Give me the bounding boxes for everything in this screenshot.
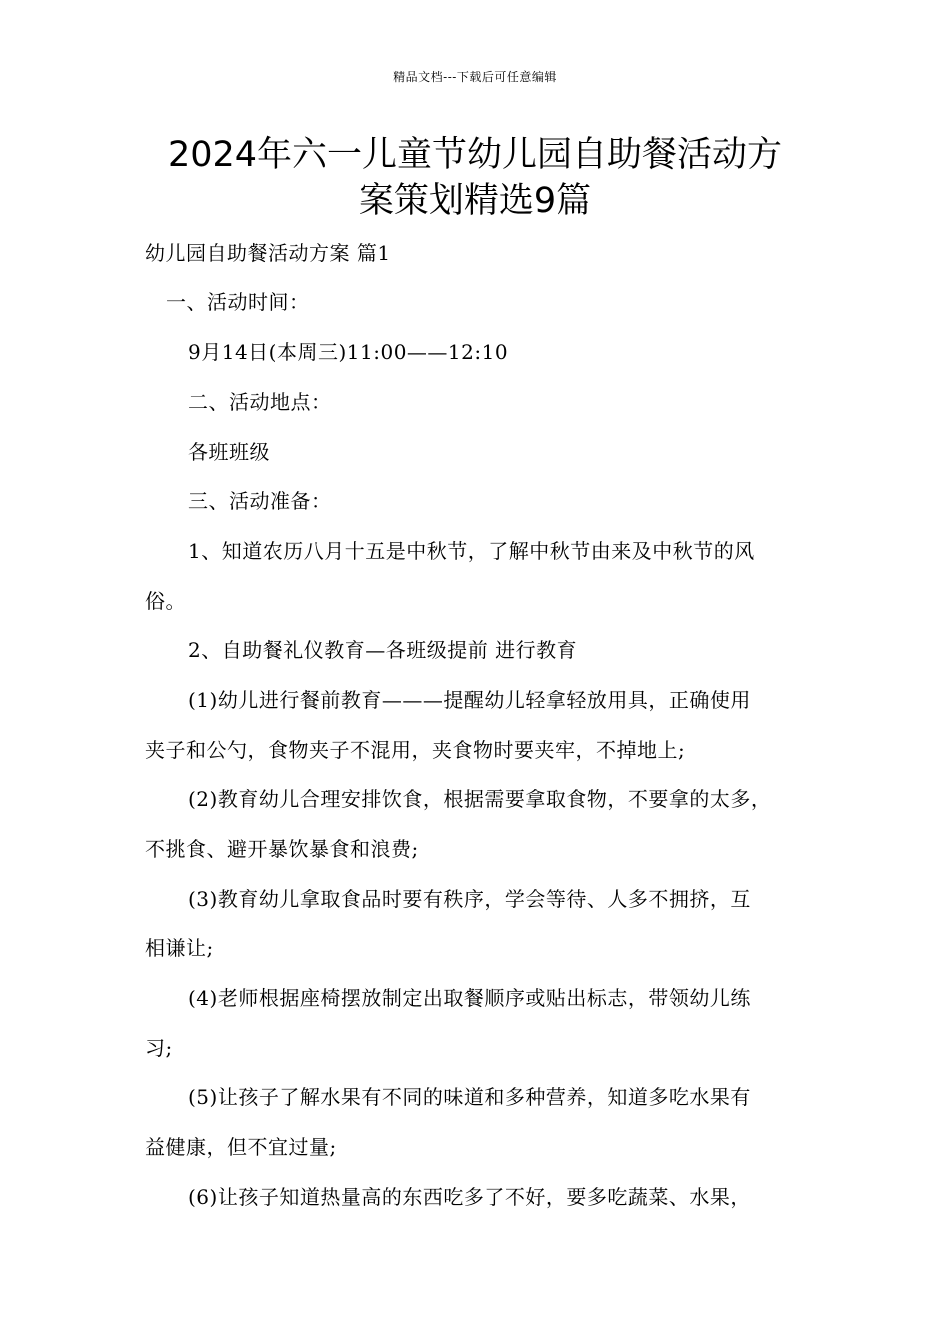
activity-place-text: 各班班级 [188,440,270,464]
paragraph-line: 俗。 [145,589,186,613]
paragraph-line: 习; [145,1036,173,1060]
paragraph-line: 益健康，但不宜过量; [145,1135,337,1159]
paragraph-line: 夹子和公勺，食物夹子不混用，夹食物时要夹牢，不掉地上; [145,738,686,762]
title-line-2: 案策划精选9篇 [358,181,592,221]
paragraph-line: 相谦让; [145,936,214,960]
paragraph-line: (4)老师根据座椅摆放制定出取餐顺序或贴出标志，带领幼儿练 [188,986,751,1010]
paragraph-line: 1、知道农历八月十五是中秋节，了解中秋节由来及中秋节的风 [188,539,755,563]
section-heading: 幼儿园自助餐活动方案 篇1 [145,241,391,265]
heading-activity-preparation: 三、活动准备： [188,489,332,513]
header-note: 精品文档---下载后可任意编辑 [393,70,557,84]
paragraph-line: (5)让孩子了解水果有不同的味道和多种营养，知道多吃水果有 [188,1085,751,1109]
title-line-1: 2024年六一儿童节幼儿园自助餐活动方 [167,135,783,175]
paragraph-line: (3)教育幼儿拿取食品时要有秩序，学会等待、人多不拥挤，互 [188,887,751,911]
activity-time-text: 9月14日(本周三)11:00——12:10 [188,340,509,364]
paragraph-line: (2)教育幼儿合理安排饮食，根据需要拿取食物，不要拿的太多， [188,787,772,811]
heading-activity-time: 一、活动时间： [166,290,310,314]
document-title [100,132,850,224]
paragraph-line: 2、自助餐礼仪教育—各班级提前 进行教育 [188,638,578,662]
paragraph-line: (1)幼儿进行餐前教育———提醒幼儿轻拿轻放用具，正确使用 [188,688,751,712]
paragraph-line: (6)让孩子知道热量高的东西吃多了不好，要多吃蔬菜、水果， [188,1185,751,1209]
paragraph-line: 不挑食、避开暴饮暴食和浪费; [145,837,419,861]
heading-activity-place: 二、活动地点： [188,390,332,414]
